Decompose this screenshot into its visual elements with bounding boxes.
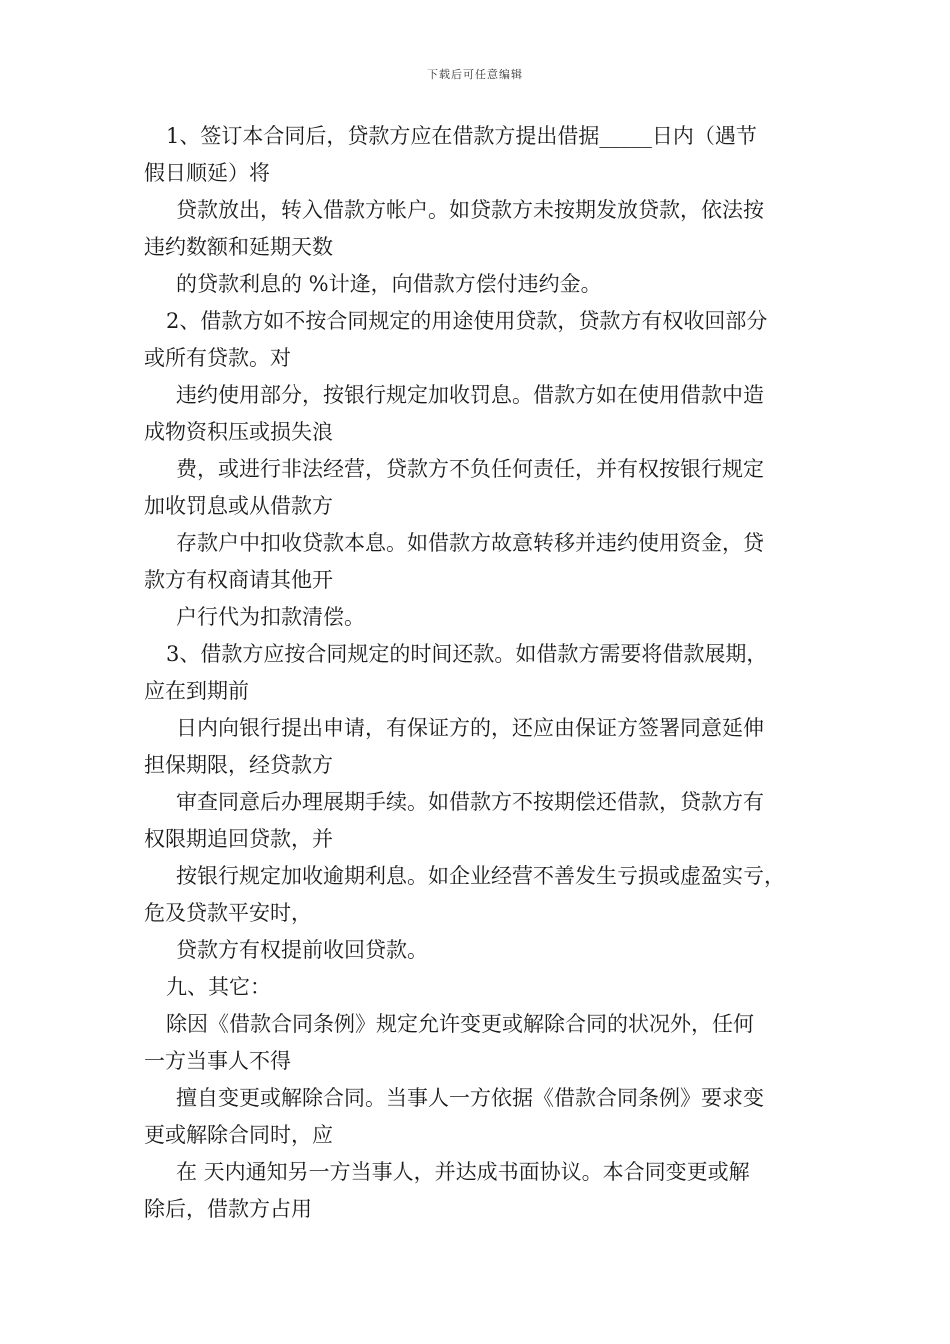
paragraph — [144, 266, 824, 303]
paragraph-line-wrap: 权限期追回贷款，并 — [144, 827, 333, 851]
paragraph-line: 按银行规定加收逾期利息。如企业经营不善发生亏损或虚盈实亏， — [176, 864, 785, 888]
paragraph-line: 除因《借款合同条例》规定允许变更或解除合同的状况外，任何 — [166, 1012, 754, 1036]
paragraph-line-wrap: 更或解除合同时，应 — [144, 1123, 333, 1147]
paragraph — [144, 192, 824, 266]
paragraph — [144, 377, 824, 451]
paragraph-line: 审查同意后办理展期手续。如借款方不按期偿还借款，贷款方有 — [176, 790, 764, 814]
paragraph-line-wrap: 加收罚息或从借款方 — [144, 494, 333, 518]
page-header: 下载后可任意编辑 — [427, 68, 523, 81]
paragraph-line: 贷款方有权提前收回贷款。 — [176, 938, 428, 962]
paragraph — [144, 525, 824, 599]
paragraph-line: 存款户中扣收贷款本息。如借款方故意转移并违约使用资金，贷 — [176, 531, 764, 555]
paragraph — [144, 599, 824, 636]
paragraph-line-wrap: 危及贷款平安时， — [144, 901, 312, 925]
paragraph-line-wrap: 应在到期前 — [144, 679, 249, 703]
paragraph — [144, 1154, 824, 1228]
paragraph — [144, 784, 824, 858]
paragraph-line-wrap: 或所有贷款。对 — [144, 346, 291, 370]
paragraph-line-wrap: 成物资积压或损失浪 — [144, 420, 333, 444]
paragraph — [144, 858, 824, 932]
paragraph-line: 违约使用部分，按银行规定加收罚息。借款方如在使用借款中造 — [176, 383, 764, 407]
paragraph-line-wrap: 假日顺延）将 — [144, 161, 270, 185]
paragraph — [144, 1006, 824, 1080]
paragraph-line: 贷款放出，转入借款方帐户。如贷款方未按期发放贷款，依法按 — [176, 198, 764, 222]
paragraph — [144, 636, 824, 710]
paragraph-line: 户行代为扣款清偿。 — [176, 605, 365, 629]
paragraph-line-wrap: 一方当事人不得 — [144, 1049, 291, 1073]
paragraph-line-wrap: 违约数额和延期天数 — [144, 235, 333, 259]
paragraph — [144, 118, 824, 192]
paragraph-line-wrap: 担保期限，经贷款方 — [144, 753, 333, 777]
paragraph-line: 九、其它： — [166, 975, 271, 999]
paragraph — [144, 303, 824, 377]
paragraph-line-wrap: 款方有权商请其他开 — [144, 568, 333, 592]
paragraph-line: 在 天内通知另一方当事人，并达成书面协议。本合同变更或解 — [176, 1160, 750, 1184]
paragraph-line: 擅自变更或解除合同。当事人一方依据《借款合同条例》要求变 — [176, 1086, 764, 1110]
paragraph — [144, 451, 824, 525]
paragraph — [144, 969, 824, 1006]
paragraph — [144, 710, 824, 784]
document-body — [144, 118, 824, 1228]
paragraph-line: 1、签订本合同后，贷款方应在借款方提出借据_____日内（遇节 — [166, 124, 757, 148]
paragraph-line: 3、借款方应按合同规定的时间还款。如借款方需要将借款展期， — [166, 642, 768, 666]
paragraph-line-wrap: 除后，借款方占用 — [144, 1197, 312, 1221]
paragraph-line: 2、借款方如不按合同规定的用途使用贷款，贷款方有权收回部分 — [166, 309, 768, 333]
paragraph-line: 的贷款利息的 %计逄，向借款方偿付违约金。 — [176, 272, 602, 296]
paragraph-line: 日内向银行提出申请，有保证方的，还应由保证方签署同意延伸 — [176, 716, 764, 740]
paragraph — [144, 932, 824, 969]
paragraph — [144, 1080, 824, 1154]
paragraph-line: 费，或进行非法经营，贷款方不负任何责任，并有权按银行规定 — [176, 457, 764, 481]
